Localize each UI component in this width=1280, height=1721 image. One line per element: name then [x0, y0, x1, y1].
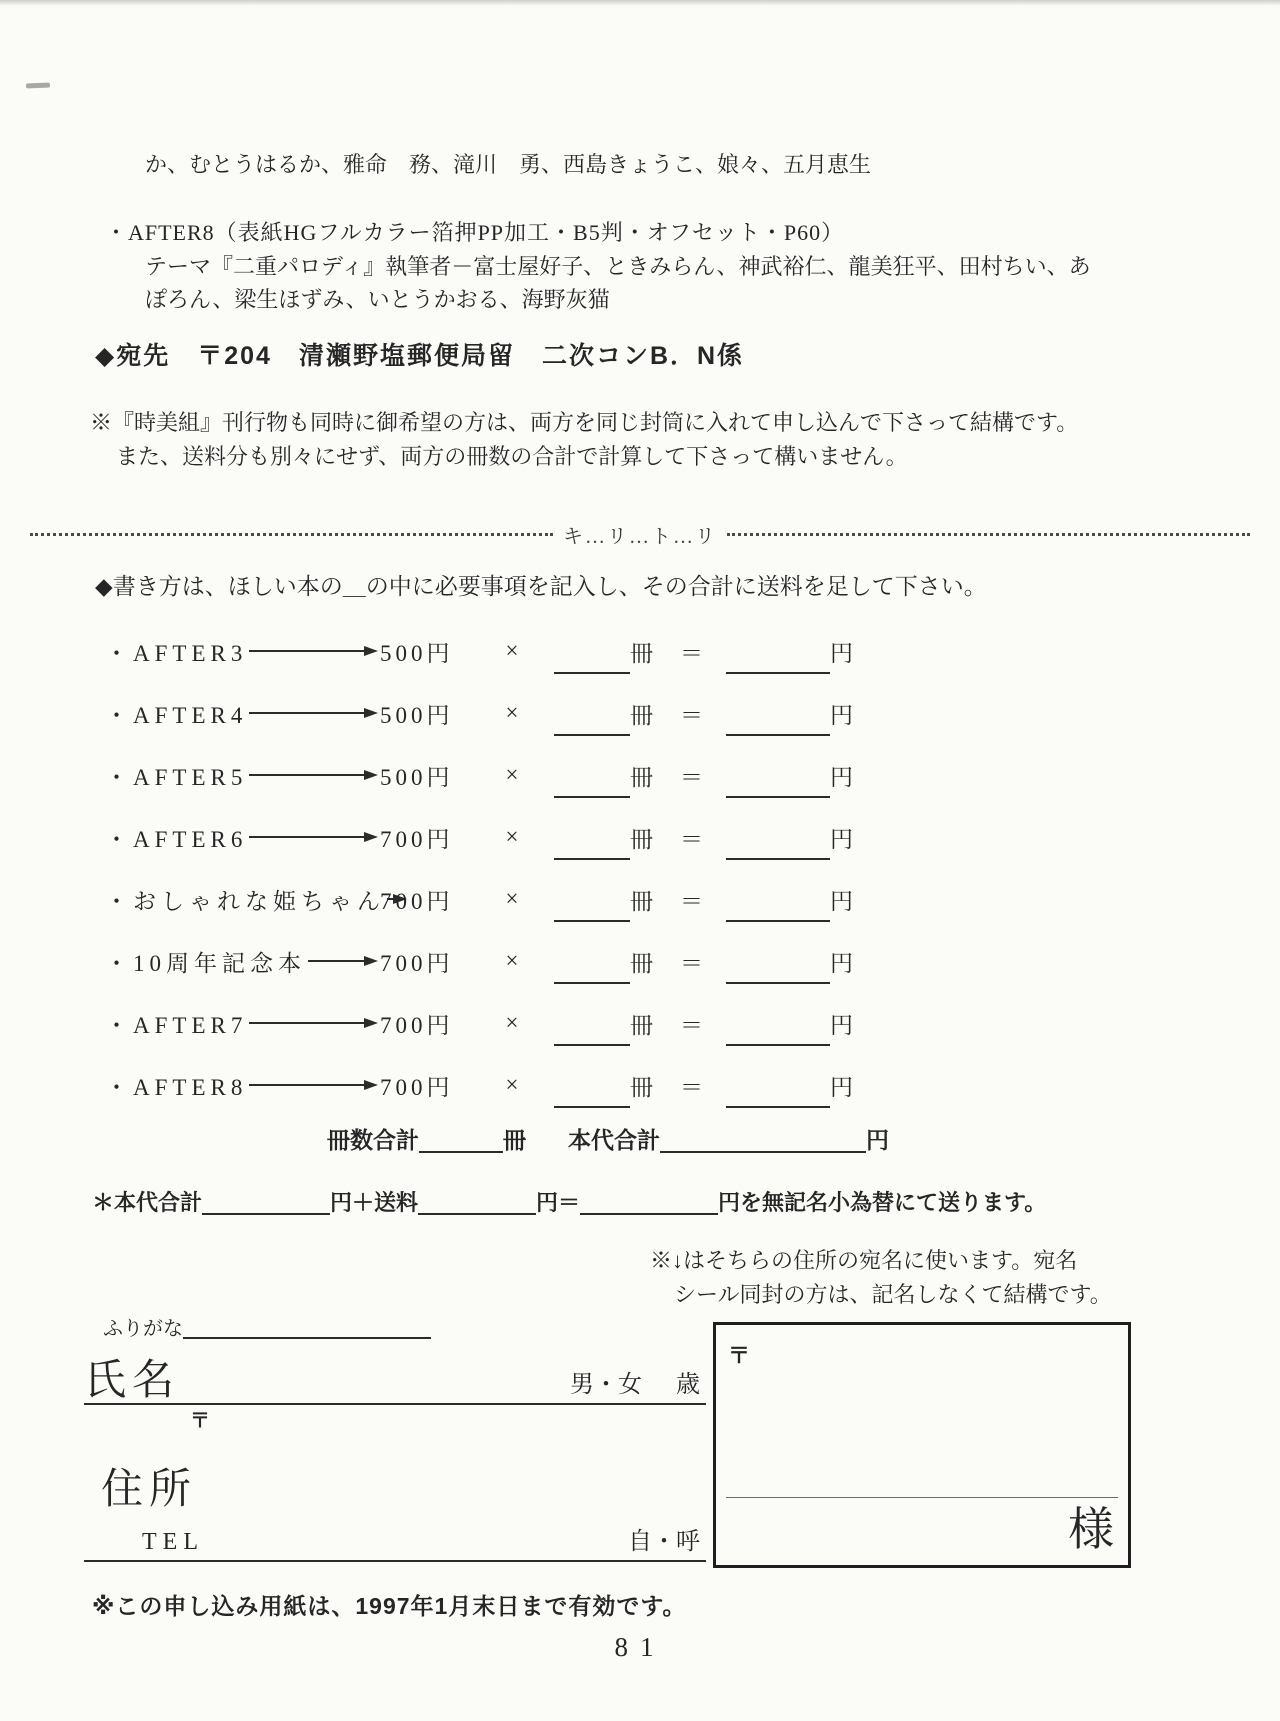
arrow-shaft	[249, 836, 364, 838]
multiply-sign: ×	[505, 948, 519, 973]
payment-row	[92, 1186, 1046, 1217]
order-rows	[105, 620, 885, 1116]
arrow-icon	[249, 770, 378, 780]
quantity-blank-field[interactable]	[554, 646, 630, 674]
arrow-icon	[249, 1018, 378, 1028]
totals-row	[327, 1122, 889, 1155]
order-instruction: ◆書き方は、ほしい本の＿の中に必要事項を記入し、その合計に送料を足して下さい。	[95, 574, 987, 599]
yen-label: 円	[830, 1012, 853, 1038]
amount-blank-field[interactable]	[726, 770, 830, 798]
book-price: 700円	[380, 1012, 454, 1038]
tel-note-label: 自・呼	[628, 1529, 700, 1555]
amount-blank-field[interactable]	[726, 1018, 830, 1046]
arrow-icon	[249, 1080, 378, 1090]
order-row	[105, 1054, 885, 1116]
order-row-left	[105, 1069, 380, 1102]
yen-label: 円	[830, 950, 853, 976]
amount-blank-field[interactable]	[726, 646, 830, 674]
quantity-blank-field[interactable]	[554, 770, 630, 798]
book-title	[105, 945, 306, 978]
order-row-left	[105, 883, 385, 916]
book-title-text: 10周年記念本	[133, 950, 306, 976]
postal-mark-box: 〒	[728, 1343, 751, 1368]
book-title-text: AFTER3	[133, 640, 248, 666]
quantity-blank-field[interactable]	[554, 894, 630, 922]
book-title	[105, 635, 247, 668]
unit-label: 冊	[630, 1074, 653, 1100]
page-number: 81	[614, 1632, 666, 1662]
equals-sign: ＝	[680, 764, 703, 790]
book-title	[105, 697, 247, 730]
cut-line-dots-right	[727, 533, 1250, 536]
order-row-left	[105, 821, 380, 854]
book-price: 500円	[380, 764, 454, 790]
unit-label: 冊	[630, 764, 653, 790]
payment-shipping-blank-field[interactable]	[418, 1189, 536, 1215]
arrow-icon	[249, 646, 378, 656]
multiply-sign: ×	[505, 824, 519, 849]
total-amount-unit: 円	[866, 1127, 889, 1153]
recipient-note	[650, 1244, 1120, 1312]
equals-sign: ＝	[680, 640, 703, 666]
multiply-sign: ×	[505, 1010, 519, 1035]
book-title-text: AFTER8	[133, 1074, 248, 1100]
multiply-sign: ×	[505, 886, 519, 911]
unit-label: 冊	[630, 640, 653, 666]
order-row	[105, 806, 885, 868]
arrow-head	[364, 1018, 378, 1028]
bullet: ・	[105, 1012, 133, 1038]
name-row[interactable]	[84, 1345, 706, 1405]
equals-sign: ＝	[680, 1012, 703, 1038]
order-row	[105, 992, 885, 1054]
arrow-head	[364, 956, 378, 966]
unit-label: 冊	[630, 888, 653, 914]
amount-blank-field[interactable]	[726, 1080, 830, 1108]
arrow-icon	[308, 956, 378, 966]
postal-mark-small: 〒	[190, 1410, 210, 1432]
scan-dash-artifact	[26, 83, 50, 89]
cut-line	[30, 520, 1250, 549]
cut-line-dots-left	[30, 533, 553, 536]
order-row	[105, 930, 885, 992]
recipient-note-line-2: シール同封の方は、記名しなくて結構です。	[674, 1282, 1112, 1307]
age-label: 歳	[676, 1372, 700, 1398]
bullet: ・	[105, 1074, 133, 1100]
equals-sign: ＝	[680, 1074, 703, 1100]
order-row	[105, 868, 885, 930]
arrow-icon	[249, 832, 378, 842]
book-title-text: AFTER5	[133, 764, 248, 790]
furigana-blank-field[interactable]	[183, 1313, 431, 1339]
yen-label: 円	[830, 640, 853, 666]
multiply-sign: ×	[505, 638, 519, 663]
tel-row[interactable]	[84, 1500, 706, 1562]
yen-label: 円	[830, 764, 853, 790]
book-title	[105, 1007, 247, 1040]
total-count-label: 冊数合計	[327, 1127, 419, 1153]
arrow-head	[364, 832, 378, 842]
order-row-left	[105, 635, 380, 668]
mailing-address-heading: ◆宛先 〒204 清瀬野塩郵便局留 二次コンB．N係	[95, 342, 745, 370]
unit-label: 冊	[630, 950, 653, 976]
arrow-shaft	[249, 650, 364, 652]
quantity-blank-field[interactable]	[554, 1080, 630, 1108]
furigana-row	[103, 1312, 431, 1341]
book-price: 700円	[380, 950, 454, 976]
total-amount-blank-field[interactable]	[660, 1127, 866, 1153]
bullet: ・	[105, 826, 133, 852]
after8-title-line: ・AFTER8（表紙HGフルカラー箔押PP加工・B5判・オフセット・P60）	[105, 220, 845, 245]
total-amount-label: 本代合計	[568, 1127, 660, 1153]
payment-grand-total-blank-field[interactable]	[580, 1189, 718, 1215]
order-row-left	[105, 945, 380, 978]
quantity-blank-field[interactable]	[554, 1018, 630, 1046]
bullet: ・	[105, 764, 133, 790]
combined-order-note-2: また、送料分も別々にせず、両方の冊数の合計で計算して下さって構いません。	[116, 444, 908, 469]
recipient-address-box[interactable]	[713, 1322, 1131, 1568]
address-box-divider	[726, 1497, 1118, 1498]
payment-part-3: 円＝	[536, 1190, 581, 1215]
bullet: ・	[105, 702, 133, 728]
arrow-shaft	[249, 1084, 364, 1086]
order-row-left	[105, 697, 380, 730]
amount-blank-field[interactable]	[726, 956, 830, 984]
equals-sign: ＝	[680, 950, 703, 976]
payment-total-blank-field[interactable]	[202, 1189, 330, 1215]
name-label: 氏名	[84, 1358, 181, 1404]
amount-blank-field[interactable]	[726, 832, 830, 860]
honorific-label: 様	[1068, 1504, 1114, 1555]
after8-theme-line-2: ぽろん、梁生ほずみ、いとうかおる、海野灰猫	[145, 287, 610, 312]
book-title-text: AFTER7	[133, 1012, 248, 1038]
tel-label: TEL	[142, 1529, 204, 1555]
equals-sign: ＝	[680, 888, 703, 914]
unit-label: 冊	[630, 702, 653, 728]
payment-part-4: 円を無記名小為替にて送ります。	[718, 1190, 1047, 1215]
arrow-shaft	[249, 1022, 364, 1024]
arrow-head	[364, 1080, 378, 1090]
unit-label: 冊	[630, 826, 653, 852]
furigana-label: ふりがな	[103, 1318, 183, 1340]
arrow-shaft	[249, 712, 364, 714]
payment-part-2: 円＋送料	[330, 1190, 419, 1215]
quantity-blank-field[interactable]	[554, 956, 630, 984]
equals-sign: ＝	[680, 702, 703, 728]
book-title-text: おしゃれな姫ちゃん	[133, 888, 385, 914]
yen-label: 円	[830, 702, 853, 728]
after8-theme-line-1: テーマ『二重パロディ』執筆者－富士屋好子、ときみらん、神武裕仁、龍美狂平、田村ちい、あ	[145, 254, 1091, 279]
multiply-sign: ×	[505, 762, 519, 787]
book-title-text: AFTER6	[133, 826, 248, 852]
order-row-left	[105, 759, 380, 792]
order-row-left	[105, 1007, 380, 1040]
order-row	[105, 744, 885, 806]
yen-label: 円	[830, 1074, 853, 1100]
book-title	[105, 1069, 247, 1102]
arrow-head	[364, 770, 378, 780]
amount-blank-field[interactable]	[726, 708, 830, 736]
authors-continuation-line: か、むとうはるか、雅命 務、滝川 勇、西島きょうこ、娘々、五月恵生	[145, 152, 872, 177]
amount-blank-field[interactable]	[726, 894, 830, 922]
quantity-blank-field[interactable]	[554, 832, 630, 860]
gender-label: 男・女	[570, 1372, 642, 1398]
cut-line-label: キ…リ…ト…リ	[563, 526, 717, 548]
equals-sign: ＝	[680, 826, 703, 852]
multiply-sign: ×	[505, 1072, 519, 1097]
book-title	[105, 883, 385, 916]
order-row	[105, 682, 885, 744]
address-label: 住所	[101, 1467, 198, 1513]
book-price: 500円	[380, 702, 454, 728]
total-count-blank-field[interactable]	[419, 1127, 503, 1153]
recipient-note-line-1: ※↓はそちらの住所の宛名に使います。宛名	[650, 1248, 1078, 1273]
arrow-head	[364, 708, 378, 718]
order-row	[105, 620, 885, 682]
book-price: 700円	[380, 1074, 454, 1100]
quantity-blank-field[interactable]	[554, 708, 630, 736]
yen-label: 円	[830, 826, 853, 852]
combined-order-note-1: ※『時美組』刊行物も同時に御希望の方は、両方を同じ封筒に入れて申し込んで下さって結構です。	[90, 410, 1079, 435]
book-price: 700円	[380, 888, 454, 914]
book-price: 500円	[380, 640, 454, 666]
scan-edge-artifact	[0, 0, 1280, 6]
book-title-text: AFTER4	[133, 702, 248, 728]
validity-note: ※この申し込み用紙は、1997年1月末日まで有効です。	[92, 1593, 687, 1619]
multiply-sign: ×	[505, 700, 519, 725]
bullet: ・	[105, 950, 133, 976]
payment-part-1: ＊本代合計	[92, 1190, 203, 1215]
bullet: ・	[105, 640, 133, 666]
book-title	[105, 759, 247, 792]
arrow-head	[364, 646, 378, 656]
book-title	[105, 821, 247, 854]
book-price: 700円	[380, 826, 454, 852]
arrow-icon	[249, 708, 378, 718]
total-count-unit: 冊	[503, 1127, 526, 1153]
arrow-shaft	[249, 774, 364, 776]
yen-label: 円	[830, 888, 853, 914]
bullet: ・	[105, 888, 133, 914]
unit-label: 冊	[630, 1012, 653, 1038]
arrow-shaft	[308, 960, 364, 962]
